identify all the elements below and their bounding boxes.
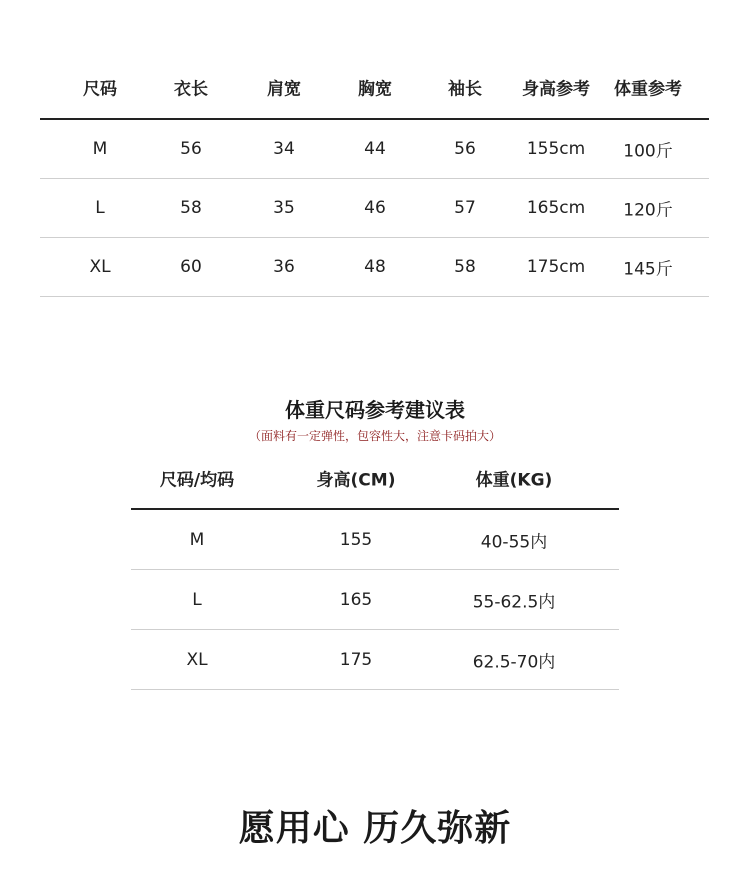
header-height-ref: 身高参考 xyxy=(522,79,590,100)
cell-height-ref: 155cm xyxy=(526,139,586,159)
cell-weight-ref: 145斤 xyxy=(623,259,673,280)
cell-chest: 44 xyxy=(364,139,386,159)
weight-table-title: 体重尺码参考建议表 xyxy=(285,398,465,422)
cell-shoulder: 34 xyxy=(273,139,295,159)
header-chest: 胸宽 xyxy=(358,79,392,100)
cell-size: L xyxy=(95,198,105,218)
cell-height-ref: 175cm xyxy=(526,257,586,277)
header-weight-ref: 体重参考 xyxy=(614,79,682,100)
header-weight: 体重(KG) xyxy=(475,470,553,490)
cell-weight-ref: 120斤 xyxy=(623,200,673,221)
table-row xyxy=(40,238,709,297)
header-length: 衣长 xyxy=(174,79,208,100)
cell-chest: 46 xyxy=(364,198,386,218)
table-row xyxy=(40,120,709,179)
header-size: 尺码/均码 xyxy=(159,470,235,490)
table-row xyxy=(131,510,619,570)
header-shoulder: 肩宽 xyxy=(267,79,301,100)
size-table-header xyxy=(40,56,709,118)
cell-size: XL xyxy=(89,257,111,277)
cell-weight: 62.5-70内 xyxy=(472,652,556,672)
weight-table xyxy=(131,447,619,690)
cell-height-ref: 165cm xyxy=(526,198,586,218)
cell-sleeve: 56 xyxy=(454,139,476,159)
cell-shoulder: 36 xyxy=(273,257,295,277)
weight-table-note: （面料有一定弹性，包容性大，注意卡码拍大） xyxy=(248,429,501,443)
cell-sleeve: 58 xyxy=(454,257,476,277)
table-row xyxy=(131,630,619,690)
cell-size: L xyxy=(192,589,202,610)
cell-size: XL xyxy=(186,649,208,670)
cell-length: 60 xyxy=(180,257,202,277)
table-row xyxy=(131,570,619,630)
cell-height: 175 xyxy=(339,649,373,670)
cell-shoulder: 35 xyxy=(273,198,295,218)
cell-height: 165 xyxy=(339,589,373,610)
table-row xyxy=(40,179,709,238)
slogan: 愿用心 历久弥新 xyxy=(238,808,512,849)
cell-sleeve: 57 xyxy=(454,198,476,218)
cell-chest: 48 xyxy=(364,257,386,277)
cell-weight-ref: 100斤 xyxy=(623,141,673,162)
cell-length: 56 xyxy=(180,139,202,159)
weight-table-header xyxy=(131,447,619,508)
cell-weight: 40-55内 xyxy=(480,532,548,552)
header-sleeve: 袖长 xyxy=(448,79,482,100)
cell-height: 155 xyxy=(339,529,373,550)
cell-size: M xyxy=(92,139,108,159)
cell-size: M xyxy=(189,529,205,550)
cell-length: 58 xyxy=(180,198,202,218)
size-table xyxy=(40,56,709,297)
header-height: 身高(CM) xyxy=(316,470,396,490)
cell-weight: 55-62.5内 xyxy=(472,592,556,612)
header-size: 尺码 xyxy=(83,79,117,100)
